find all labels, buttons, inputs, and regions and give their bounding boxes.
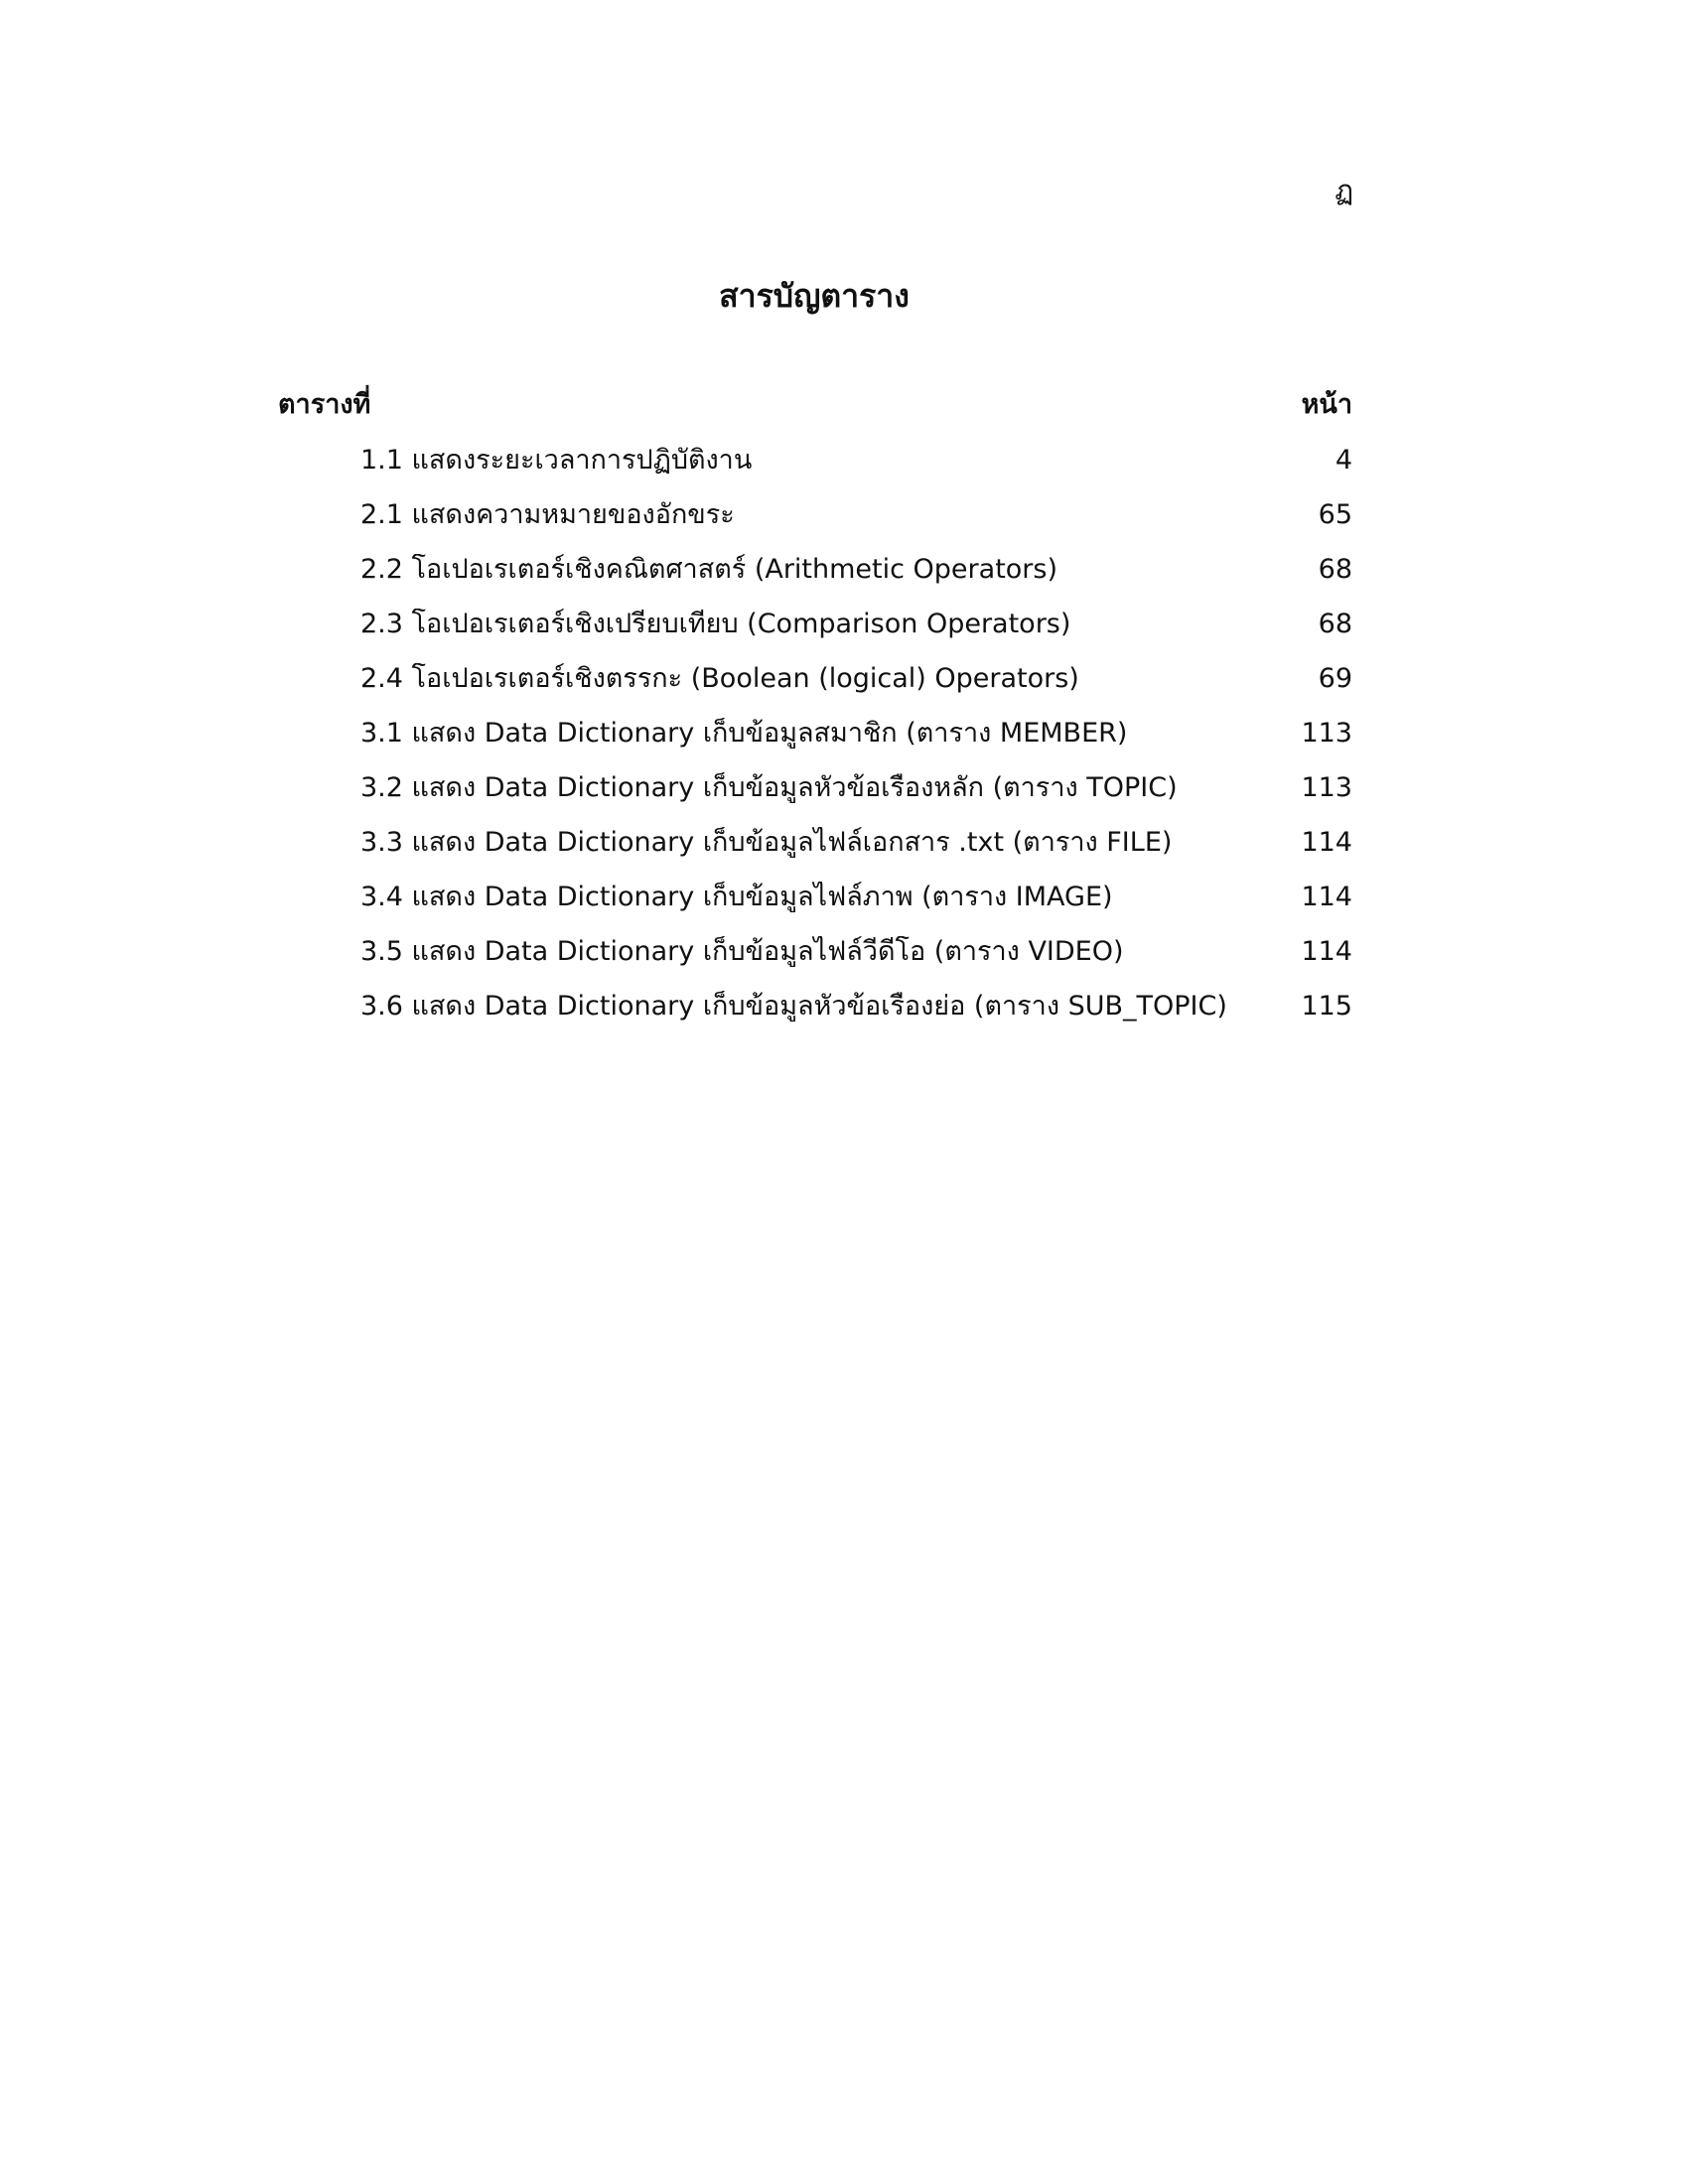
toc-list bbox=[360, 445, 1352, 1045]
toc-item[interactable] bbox=[360, 554, 1352, 609]
toc-entry-page: 68 bbox=[1318, 609, 1352, 639]
toc-entry-page: 68 bbox=[1318, 554, 1352, 585]
toc-entry-text: 3.3 แสดง Data Dictionary เก็บข้อมูลไฟล์เอกสาร .txt (ตาราง FILE) bbox=[360, 827, 1173, 858]
toc-entry-text: 3.4 แสดง Data Dictionary เก็บข้อมูลไฟล์ภาพ (ตาราง IMAGE) bbox=[360, 882, 1113, 912]
toc-entry-page: 114 bbox=[1301, 936, 1352, 967]
toc-entry-page: 69 bbox=[1318, 663, 1352, 694]
toc-entry-text: 3.5 แสดง Data Dictionary เก็บข้อมูลไฟล์วีดีโอ (ตาราง VIDEO) bbox=[360, 936, 1124, 967]
toc-item[interactable] bbox=[360, 772, 1352, 827]
page-number: ฏ bbox=[1335, 174, 1353, 206]
toc-entry-text: 2.2 โอเปอเรเตอร์เชิงคณิตศาสตร์ (Arithmetic Operators) bbox=[360, 554, 1057, 585]
toc-item[interactable] bbox=[360, 991, 1352, 1045]
toc-entry-page: 113 bbox=[1301, 772, 1352, 803]
page-column-header: หน้า bbox=[1301, 389, 1352, 420]
toc-entry-page: 115 bbox=[1301, 991, 1352, 1022]
toc-entry-page: 114 bbox=[1301, 882, 1352, 912]
toc-entry-text: 1.1 แสดงระยะเวลาการปฏิบัติงาน bbox=[360, 445, 753, 476]
toc-item[interactable] bbox=[360, 499, 1352, 554]
document-title: สารบัญตาราง bbox=[719, 277, 910, 315]
toc-item[interactable] bbox=[360, 445, 1352, 499]
toc-item[interactable] bbox=[360, 663, 1352, 718]
toc-entry-text: 2.1 แสดงความหมายของอักขระ bbox=[360, 499, 735, 530]
toc-header-row bbox=[278, 391, 1352, 418]
toc-entry-page: 114 bbox=[1301, 827, 1352, 858]
toc-entry-text: 3.2 แสดง Data Dictionary เก็บข้อมูลหัวข้อเรื่องหลัก (ตาราง TOPIC) bbox=[360, 772, 1178, 803]
toc-entry-text: 2.3 โอเปอเรเตอร์เชิงเปรียบเทียบ (Comparison Operators) bbox=[360, 609, 1071, 639]
toc-item[interactable] bbox=[360, 936, 1352, 991]
toc-item[interactable] bbox=[360, 718, 1352, 772]
toc-entry-text: 3.6 แสดง Data Dictionary เก็บข้อมูลหัวข้อเรื่องย่อ (ตาราง SUB_TOPIC) bbox=[360, 991, 1227, 1022]
toc-entry-page: 113 bbox=[1301, 718, 1352, 749]
toc-entry-text: 3.1 แสดง Data Dictionary เก็บข้อมูลสมาชิก (ตาราง MEMBER) bbox=[360, 718, 1128, 749]
toc-entry-text: 2.4 โอเปอเรเตอร์เชิงตรรกะ (Boolean (logical) Operators) bbox=[360, 663, 1079, 694]
table-number-header: ตารางที่ bbox=[278, 389, 371, 420]
toc-item[interactable] bbox=[360, 827, 1352, 882]
toc-item[interactable] bbox=[360, 882, 1352, 936]
toc-entry-page: 65 bbox=[1318, 499, 1352, 530]
toc-item[interactable] bbox=[360, 609, 1352, 663]
toc-entry-page: 4 bbox=[1335, 445, 1352, 476]
